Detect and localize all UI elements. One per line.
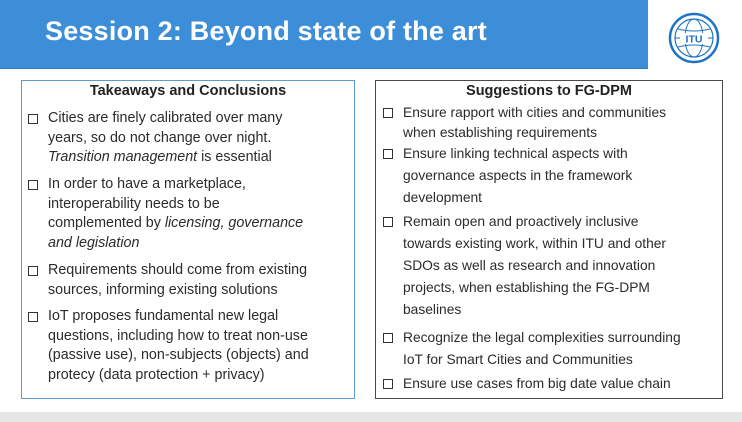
slide-title: Session 2: Beyond state of the art [45,16,487,46]
suggestion-1-line-1: Ensure rapport with cities and communities [403,105,667,120]
header-bar [0,0,648,69]
logo-text: ITU [685,33,703,46]
suggestion-2-line-1: Ensure linking technical aspects with [403,146,628,161]
itu-logo-icon [668,12,720,64]
suggestion-3-line-4: projects, when establishing the FG-DPM [403,280,650,295]
takeaway-2-line-1: In order to have a marketplace, [48,176,246,192]
suggestion-3-line-2: towards existing work, within ITU and other [403,236,667,251]
suggestion-2-line-3: development [403,190,483,205]
checkbox-icon [28,180,38,190]
suggestions-panel [375,80,723,399]
takeaway-1-line-3-rest: is essential [197,149,272,165]
suggestion-item-1 [403,102,666,141]
takeaway-item-2 [48,175,303,253]
suggestion-item-4 [403,327,681,371]
takeaway-4-line-1: IoT proposes fundamental new legal [48,308,279,324]
takeaway-4-line-3: (passive use), non-subjects (objects) and [48,347,309,363]
takeaway-item-4 [48,307,309,385]
suggestion-2-line-2: governance aspects in the framework [403,168,633,183]
takeaway-2-line-4 [48,234,303,254]
suggestion-3-line-1: Remain open and proactively inclusive [403,214,639,229]
checkbox-icon [383,379,393,389]
takeaway-item-3 [48,261,307,300]
takeaway-2-emphasis: licensing, governance [164,215,304,231]
suggestion-3-line-5: baselines [403,302,462,317]
checkbox-icon [383,333,393,343]
checkbox-icon [28,312,38,322]
takeaway-1-line-3 [48,148,282,168]
suggestion-item-3 [403,211,666,321]
suggestions-title: Suggestions to FG-DPM [466,83,632,99]
takeaway-4-line-4: protecy (data protection + privacy) [48,366,265,383]
takeaway-4-line-2: questions, including how to treat non-use [48,327,308,344]
checkbox-icon [383,149,393,159]
takeaway-3-line-2: sources, informing existing solutions [48,281,278,298]
suggestion-4-line-2: IoT for Smart Cities and Communities [403,352,633,367]
takeaway-1-line-2: years, so do not change over night. [48,129,272,146]
suggestion-5-line-1: Ensure use cases from big date value chain [403,376,671,391]
checkbox-icon [383,217,393,227]
checkbox-icon [383,108,393,118]
takeaway-2-line-3 [48,214,303,234]
checkbox-icon [28,114,38,124]
takeaway-1-line-1: Cities are finely calibrated over many [48,110,283,126]
takeaway-item-1 [48,109,282,168]
suggestion-1-line-2: when establishing requirements [403,125,598,140]
takeaway-2-emphasis-2: and legislation [48,234,140,251]
takeaways-panel [21,80,355,399]
suggestion-item-5 [403,373,671,395]
checkbox-icon [28,266,38,276]
takeaway-2-line-2: interoperability needs to be [48,195,220,212]
suggestion-3-line-3: SDOs as well as research and innovation [403,258,656,273]
takeaway-2-line-3-pre: complemented by [48,215,165,231]
suggestion-item-2 [403,143,632,209]
takeaway-3-line-1: Requirements should come from existing [48,262,308,278]
takeaways-title: Takeaways and Conclusions [89,83,287,99]
takeaway-1-emphasis: Transition management [48,149,198,165]
suggestion-4-line-1: Recognize the legal complexities surrounding [403,330,681,345]
